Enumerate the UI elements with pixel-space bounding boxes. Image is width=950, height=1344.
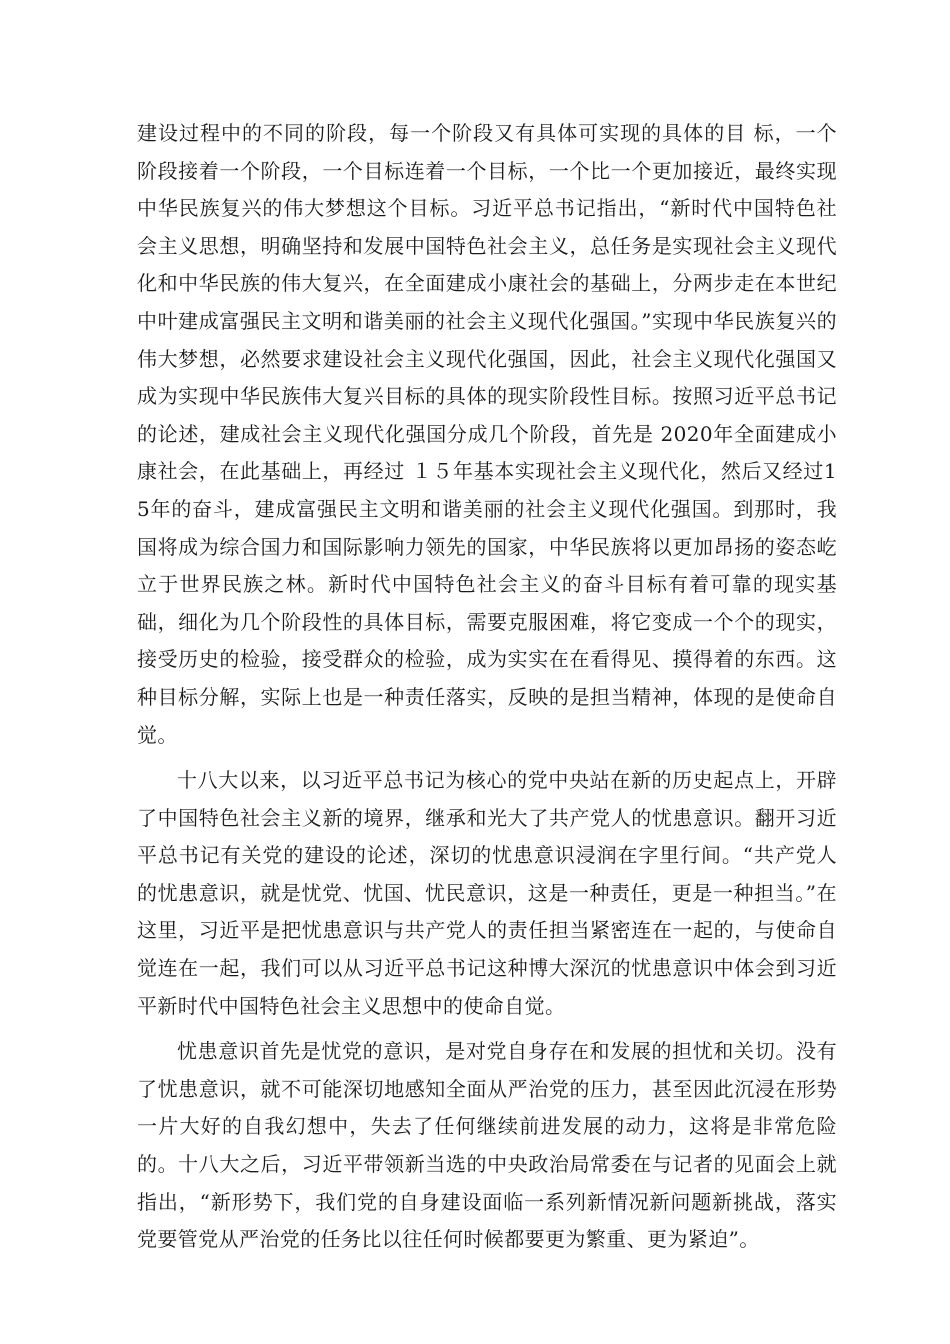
paragraph-1: 建设过程中的不同的阶段，每一个阶段又有具体可实现的具体的目 标，一个阶段接着一个阶段，一个目标连着一个目标，一个比一个更加接近，最终实现中华民族复兴的伟大梦想这个目标。习近平总书记指出，“新时代中国特色社会主义思想，明确坚持和发展中国特色社会主义，总任务是实现社会主义现代化和中华民族的伟大复兴，在全面建成小康社会的基础上，分两步走在本世纪中叶建成富强民主文明和谐美丽的社会主义现代化强国。”实现中华民族复兴的伟大梦想，必然要求建设社会主义现代化强国，因此，社会主义现代化强国又成为实现中华民族伟大复兴目标的具体的现实阶段性目标。按照习近平总书记的论述，建成社会主义现代化强国分成几个阶段，首先是 2020年全面建成小康社会，在此基础上，再经过 １５年基本实现社会主义现代化，然后又经过15年的奋斗，建成富强民主文明和谐美丽的社会主义现代化强国。到那时，我国将成为综合国力和国际影响力领先的国家，中华民族将以更加昂扬的姿态屹立于世界民族之林。新时代中国特色社会主义的奋斗目标有着可靠的现实基础，细化为几个阶段性的具体目标，需要克服困难，将它变成一个个的现实，接受历史的检验，接受群众的检验，成为实实在在看得见、摸得着的东西。这种目标分解，实际上也是一种责任落实，反映的是担当精神，体现的是使命自觉。 [137,121,837,747]
document-body [137,115,837,1259]
paragraph-2: 十八大以来，以习近平总书记为核心的党中央站在新的历史起点上，开辟了中国特色社会主义新的境界，继承和光大了共产党人的忧患意识。翻开习近平总书记有关党的建设的论述，深切的忧患意识浸润在字里行间。“共产党人的忧患意识，就是忧党、忧国、忧民意识，这是一种责任，更是一种担当。”在这里，习近平是把忧患意识与共产党人的责任担当紧密连在一起的，与使命自觉连在一起，我们可以从习近平总书记这种博大深沉的忧患意识中体会到习近平新时代中国特色社会主义思想中的使命自觉。 [137,768,837,1018]
paragraph-3: 忧患意识首先是忧党的意识，是对党自身存在和发展的担忧和关切。没有了忧患意识，就不可能深切地感知全面从严治党的压力，甚至因此沉浸在形势一片大好的自我幻想中，失去了任何继续前进发展的动力，这将是非常危险的。十八大之后，习近平带领新当选的中央政治局常委在与记者的见面会上就指出，“新形势下，我们党的自身建设面临一系列新情况新问题新挑战，落实党要管党从严治党的任务比以往任何时候都要更为繁重、更为紧迫”。 [137,1039,837,1252]
